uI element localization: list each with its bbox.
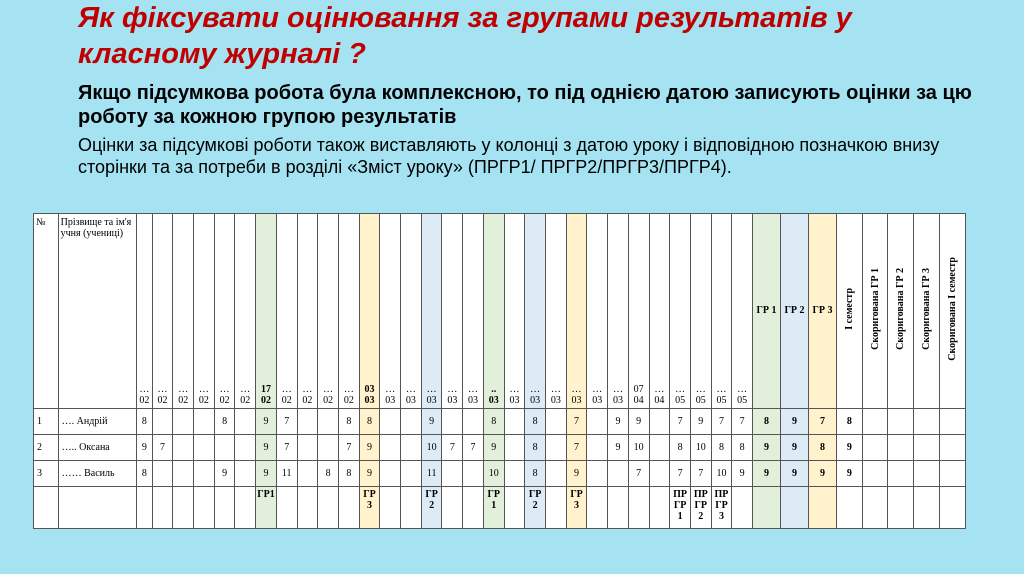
date-header [297,214,318,409]
footer-mark-cell [235,487,256,529]
grade-cell: 9 [608,409,629,435]
grade-cell: 9 [256,435,277,461]
date-header [504,214,525,409]
date-month: 02 [281,395,292,407]
group-header: ГР 3 [809,214,837,409]
grade-cell [442,461,463,487]
grade-cell [194,435,215,461]
semester-grade-cell [862,435,888,461]
group-grade-cell: 9 [781,409,809,435]
grade-cell [401,461,422,487]
grade-cell [194,461,215,487]
journal-table [33,213,966,529]
date-header [194,214,215,409]
footer-mark-cell [194,487,215,529]
grade-cell: 8 [136,461,152,487]
footer-mark-cell: ГР1 [256,487,277,529]
footer-mark-cell: ПР ГР 3 [711,487,732,529]
date-header [608,214,629,409]
grade-cell: 7 [566,409,587,435]
footer-group-cell [809,487,837,529]
group-grade-cell: 9 [781,435,809,461]
date-day: … [716,384,727,396]
grade-cell: 9 [732,461,753,487]
date-month: 04 [633,395,644,407]
date-month: 03 [447,395,458,407]
name-header: Прізвище та ім'я учня (учениці) [58,214,136,409]
footer-mark-cell: ГР 2 [525,487,546,529]
grade-cell [235,409,256,435]
grade-cell [214,435,235,461]
date-month: 03 [488,395,499,407]
date-day: … [323,384,334,396]
grade-cell: 9 [359,461,380,487]
grade-cell [380,409,401,435]
grade-cell: 7 [276,435,297,461]
grade-cell: 7 [732,409,753,435]
semester-grade-cell [888,435,914,461]
date-month: 03 [509,395,520,407]
grade-cell: 8 [670,435,691,461]
grade-cell: 8 [525,461,546,487]
grade-cell [649,435,670,461]
group-grade-cell: 9 [753,435,781,461]
date-header [566,214,587,409]
grade-cell: 8 [359,409,380,435]
semester-header-label: Скоригована ГР 1 [869,267,881,350]
footer-group-cell [753,487,781,529]
slide-note: Оцінки за підсумкові роботи також виставляють у колонці з датою уроку і відповідною позначкою внизу сторінки та за потреби в розділі «Зміст уроку» (ПРГР1/ ПРГР2/ПРГР3/ПРГР4). [78,135,940,177]
date-month: 02 [302,395,313,407]
date-header [649,214,670,409]
date-header [421,214,442,409]
semester-grade-cell: 9 [836,461,862,487]
date-month: 03 [592,395,603,407]
group-grade-cell: 8 [809,435,837,461]
grade-cell [546,435,567,461]
date-month: 03 [405,395,416,407]
date-day: … [695,384,706,396]
date-header [380,214,401,409]
grade-cell [235,461,256,487]
semester-header [914,214,940,409]
footer-semester-cell [939,487,965,529]
date-month: 03 [426,395,437,407]
footer-mark-cell [649,487,670,529]
semester-grade-cell [862,409,888,435]
grade-cell: 8 [732,435,753,461]
date-day: … [302,384,313,396]
semester-grade-cell: 9 [836,435,862,461]
grade-cell: 11 [276,461,297,487]
grade-cell: 8 [711,435,732,461]
grade-cell: 9 [483,435,504,461]
footer-mark-cell [463,487,484,529]
grade-cell [504,409,525,435]
group-header: ГР 1 [753,214,781,409]
grade-cell: 7 [338,435,359,461]
date-day: … [157,384,168,396]
grade-cell [297,461,318,487]
date-day: … [281,384,292,396]
footer-mark-cell [546,487,567,529]
grade-cell: 7 [566,435,587,461]
footer-semester-cell [888,487,914,529]
footer-mark-cell [732,487,753,529]
semester-grade-cell [914,435,940,461]
header-row [34,214,966,409]
grade-cell: 10 [628,435,649,461]
grade-cell: 7 [711,409,732,435]
grade-cell: 9 [214,461,235,487]
grade-cell [194,409,215,435]
grade-cell: 10 [711,461,732,487]
date-day: … [468,384,479,396]
date-header [401,214,422,409]
grade-cell [504,461,525,487]
grade-cell [401,409,422,435]
semester-header-label: Скоригована ГР 2 [895,267,907,350]
footer-mark-cell [587,487,608,529]
semester-header-label: Скоригована ГР 3 [921,267,933,350]
grade-cell: 7 [152,435,173,461]
grade-cell: 8 [525,435,546,461]
footer-mark-cell [152,487,173,529]
footer-mark-cell [338,487,359,529]
grade-cell: 8 [318,461,339,487]
number-header: № [34,214,59,409]
date-day: … [509,384,520,396]
semester-grade-cell [862,461,888,487]
grade-cell [608,461,629,487]
date-header [318,214,339,409]
semester-header [836,214,862,409]
date-header [338,214,359,409]
student-name: …… Василь [58,461,136,487]
grade-cell [152,409,173,435]
date-header [214,214,235,409]
grade-cell [235,435,256,461]
date-month: 02 [240,395,251,407]
date-header [732,214,753,409]
grade-cell: 9 [690,409,711,435]
semester-header [888,214,914,409]
date-month: 02 [219,395,230,407]
grade-cell: 8 [525,409,546,435]
grade-cell: 7 [670,409,691,435]
date-day: .. [491,384,497,396]
footer-mark-cell: ГР 1 [483,487,504,529]
footer-mark-cell: ГР 3 [359,487,380,529]
date-day: … [219,384,230,396]
date-month: 02 [157,395,168,407]
grade-cell [401,435,422,461]
footer-mark-cell: ГР 2 [421,487,442,529]
date-day: … [178,384,189,396]
grade-cell: 7 [442,435,463,461]
date-month: 05 [675,395,686,407]
group-grade-cell: 9 [809,461,837,487]
footer-row [34,487,966,529]
group-header: ГР 2 [781,214,809,409]
date-month: 03 [612,395,623,407]
date-header [690,214,711,409]
slide-subtitle: Якщо підсумкова робота була комплексною, то під однією датою записують оцінки за цю роботу за кожною групою результатів [78,82,972,128]
row-number: 1 [34,409,59,435]
date-day: … [530,384,541,396]
grade-cell [463,409,484,435]
grade-cell: 10 [690,435,711,461]
date-header [670,214,691,409]
date-header [235,214,256,409]
date-header [628,214,649,409]
grade-cell [380,435,401,461]
grade-cell: 10 [421,435,442,461]
grade-cell [297,435,318,461]
grade-cell: 9 [359,435,380,461]
footer-mark-cell [401,487,422,529]
semester-header-label: Скоригована І семестр [946,256,958,361]
date-month: 03 [385,395,396,407]
grade-cell [463,461,484,487]
date-month: 05 [737,395,748,407]
date-header [359,214,380,409]
grade-cell [173,461,194,487]
date-month: 03 [571,395,582,407]
group-grade-cell: 8 [753,409,781,435]
grade-cell [546,409,567,435]
grade-cell: 8 [338,409,359,435]
semester-grade-cell [914,461,940,487]
footer-mark-cell [608,487,629,529]
student-name: ….. Оксана [58,435,136,461]
date-header [152,214,173,409]
date-month: 05 [716,395,727,407]
date-header [442,214,463,409]
footer-mark-cell [173,487,194,529]
grade-cell: 8 [136,409,152,435]
date-day: … [592,384,603,396]
slide-title: Як фіксувати оцінювання за групами результатів у класному журналі ? [78,2,852,70]
date-day: … [612,384,623,396]
grade-cell: 9 [608,435,629,461]
date-month: 02 [198,395,209,407]
footer-mark-cell [380,487,401,529]
table-row [34,435,966,461]
footer-mark-cell [442,487,463,529]
date-header [525,214,546,409]
date-day: … [385,384,396,396]
date-day: … [737,384,748,396]
table-row [34,409,966,435]
grade-cell [173,435,194,461]
grade-cell [173,409,194,435]
date-header [587,214,608,409]
footer-mark-cell [318,487,339,529]
date-header [711,214,732,409]
semester-grade-cell [939,461,965,487]
date-day: … [571,384,582,396]
semester-header [939,214,965,409]
grade-cell [380,461,401,487]
group-grade-cell: 9 [753,461,781,487]
date-month: 02 [261,395,271,407]
date-header [463,214,484,409]
date-month: 03 [550,395,561,407]
semester-grade-cell [939,409,965,435]
grade-cell: 9 [566,461,587,487]
date-header [136,214,152,409]
grade-cell [649,409,670,435]
grade-cell [587,435,608,461]
date-day: … [675,384,686,396]
footer-mark-cell: ПР ГР 1 [670,487,691,529]
date-header [546,214,567,409]
semester-grade-cell [888,461,914,487]
grade-cell: 9 [136,435,152,461]
grade-cell: 7 [276,409,297,435]
group-grade-cell: 9 [781,461,809,487]
semester-header [862,214,888,409]
row-number: 2 [34,435,59,461]
grade-cell [587,409,608,435]
date-month: 03 [530,395,541,407]
table-row [34,461,966,487]
grade-cell: 9 [256,409,277,435]
grade-cell: 7 [463,435,484,461]
date-header [276,214,297,409]
grade-cell [318,409,339,435]
grade-cell: 7 [670,461,691,487]
date-month: 04 [654,395,665,407]
footer-mark-cell: ГР 3 [566,487,587,529]
grade-cell: 10 [483,461,504,487]
footer-mark-cell [276,487,297,529]
date-month: 02 [343,395,354,407]
row-number: 3 [34,461,59,487]
date-header [483,214,504,409]
grade-cell: 8 [338,461,359,487]
grade-cell [442,409,463,435]
date-day: 07 [633,384,644,396]
grade-cell: 9 [628,409,649,435]
date-month: 02 [323,395,334,407]
date-day: … [240,384,251,396]
grade-cell: 9 [256,461,277,487]
grade-cell: 8 [483,409,504,435]
group-grade-cell: 7 [809,409,837,435]
date-day: 03 [364,384,375,396]
footer-mark-cell [297,487,318,529]
student-name: …. Андрій [58,409,136,435]
date-month: 03 [364,395,375,407]
date-header [256,214,277,409]
journal-table-container [33,213,965,529]
semester-grade-cell [939,435,965,461]
semester-grade-cell [914,409,940,435]
date-header [173,214,194,409]
grade-cell [546,461,567,487]
date-day: … [405,384,416,396]
date-month: 03 [468,395,479,407]
footer-mark-cell [136,487,152,529]
grade-cell: 8 [214,409,235,435]
grade-cell [649,461,670,487]
footer-mark-cell [628,487,649,529]
date-day: … [139,384,150,396]
footer-mark-cell [504,487,525,529]
grade-cell [297,409,318,435]
grade-cell [504,435,525,461]
footer-name-cell [58,487,136,529]
date-day: … [343,384,354,396]
date-day: … [426,384,437,396]
date-day: … [654,384,665,396]
footer-semester-cell [836,487,862,529]
semester-header-label: І семестр [843,287,855,330]
footer-semester-cell [914,487,940,529]
date-day: 17 [261,384,271,396]
grade-cell: 7 [628,461,649,487]
footer-number-cell [34,487,59,529]
grade-cell [587,461,608,487]
grade-cell [152,461,173,487]
date-day: … [550,384,561,396]
semester-grade-cell: 8 [836,409,862,435]
grade-cell: 9 [421,409,442,435]
grade-cell [318,435,339,461]
footer-mark-cell: ПР ГР 2 [690,487,711,529]
grade-cell: 11 [421,461,442,487]
grade-cell: 7 [690,461,711,487]
date-month: 02 [139,395,150,407]
footer-semester-cell [862,487,888,529]
date-day: … [447,384,458,396]
footer-group-cell [781,487,809,529]
date-day: … [198,384,209,396]
date-month: 02 [178,395,189,407]
date-month: 05 [695,395,706,407]
semester-grade-cell [888,409,914,435]
footer-mark-cell [214,487,235,529]
